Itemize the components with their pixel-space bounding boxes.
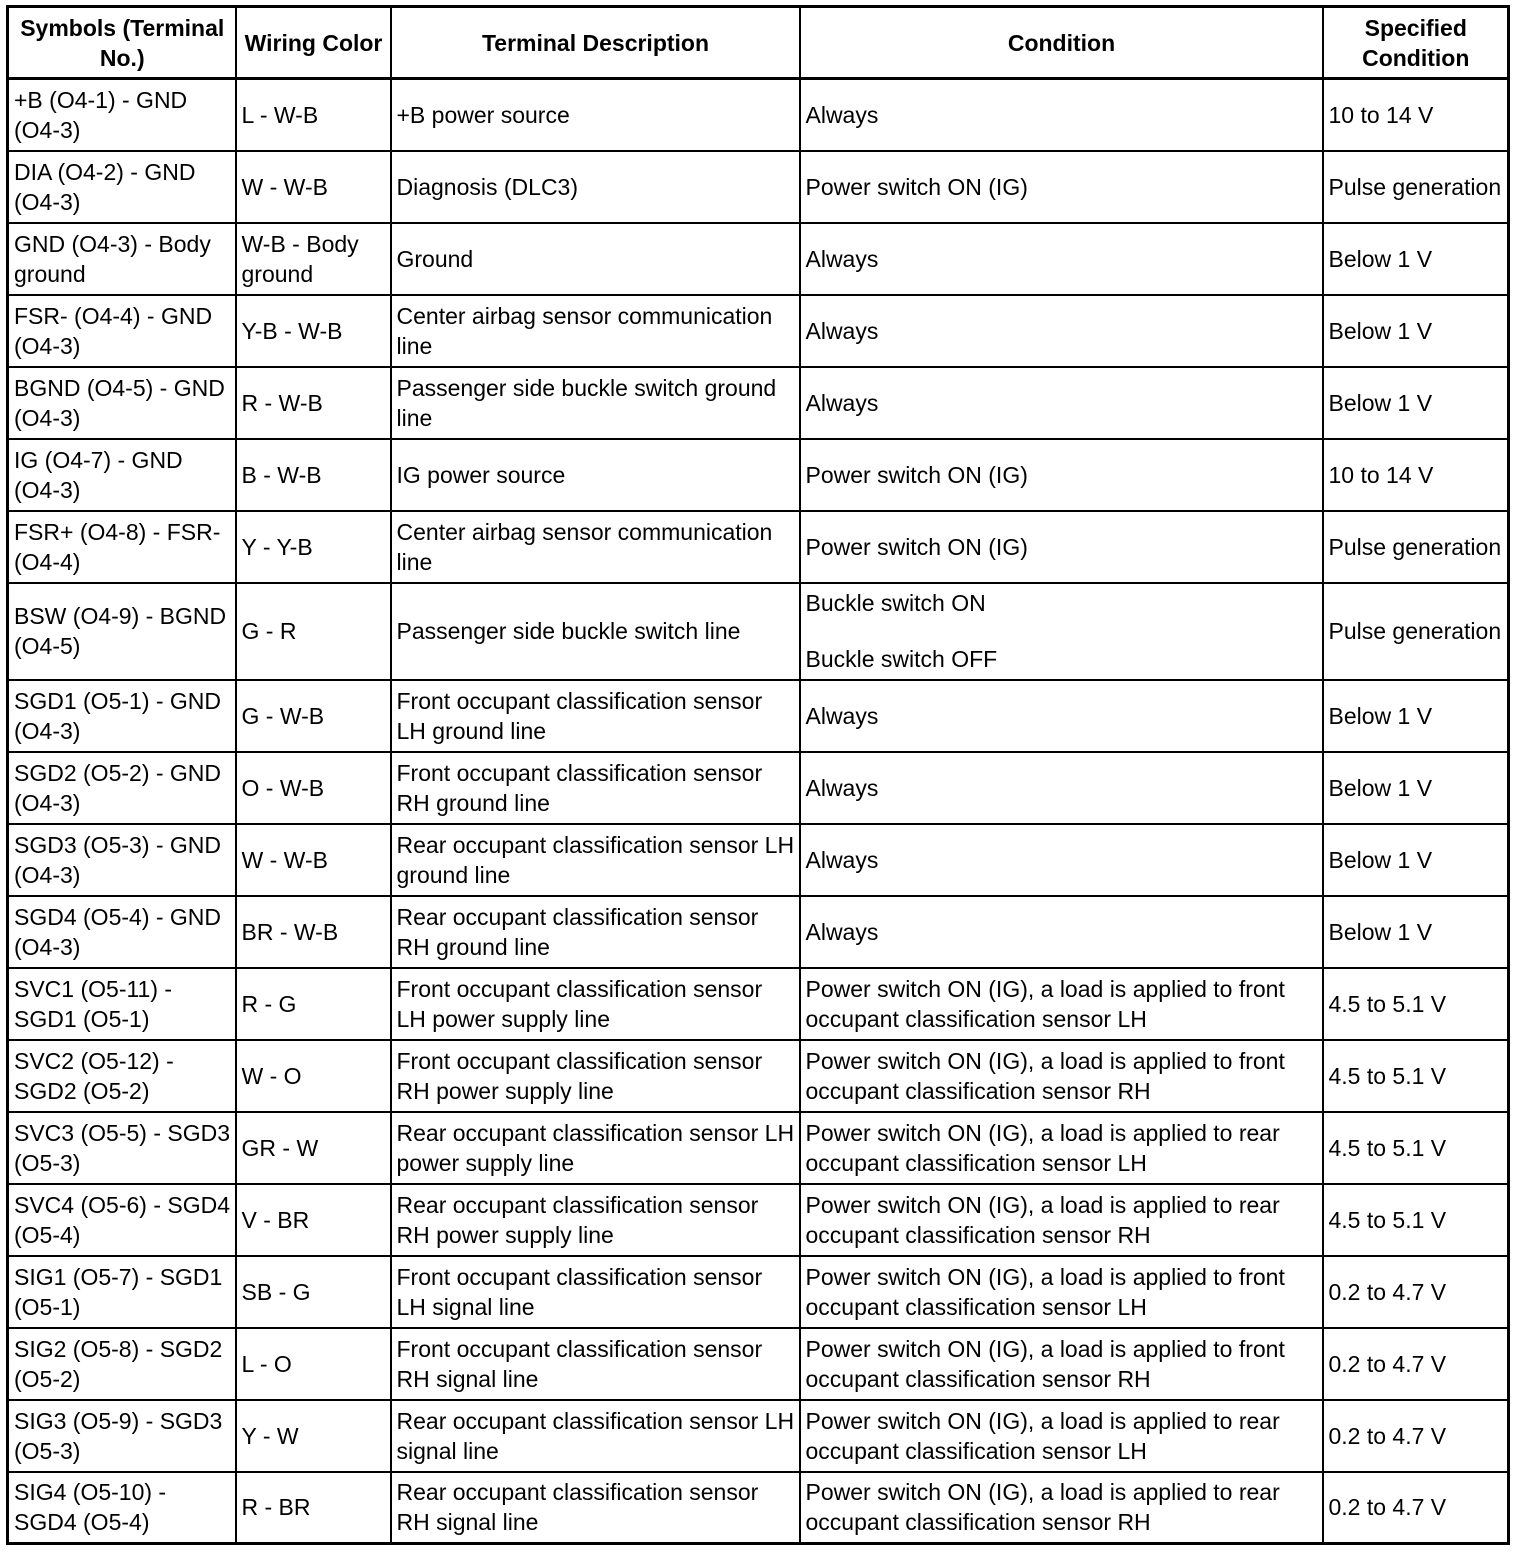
table-row: [8, 1112, 1509, 1184]
symbol-cell: SVC3 (O5-5) - SGD3 (O5-3): [8, 1112, 236, 1184]
condition-text: Always: [805, 389, 879, 416]
specified-condition-cell: 4.5 to 5.1 V: [1323, 968, 1509, 1040]
condition-text: Power switch ON (IG), a load is applied to front occupant classification sensor LH: [805, 975, 1285, 1032]
condition-cell: [800, 151, 1323, 223]
condition-cell: [800, 1040, 1323, 1112]
specified-condition-cell: 0.2 to 4.7 V: [1323, 1472, 1509, 1544]
wiring-color-cell: R - W-B: [236, 367, 391, 439]
wiring-color-cell: Y-B - W-B: [236, 295, 391, 367]
wiring-color-cell: W - W-B: [236, 824, 391, 896]
symbol-cell: SIG1 (O5-7) - SGD1 (O5-1): [8, 1256, 236, 1328]
terminal-description-cell: Ground: [391, 223, 800, 295]
specified-condition-cell: Below 1 V: [1323, 680, 1509, 752]
condition-text: Always: [805, 702, 879, 729]
condition-text: Always: [805, 245, 879, 272]
table-row: [8, 79, 1509, 151]
terminal-description-cell: +B power source: [391, 79, 800, 151]
table-row: [8, 1256, 1509, 1328]
condition-cell: [800, 680, 1323, 752]
wiring-color-cell: G - R: [236, 583, 391, 680]
specified-condition-cell: Pulse generation: [1323, 511, 1509, 583]
condition-text: Buckle switch OFF: [805, 646, 998, 672]
terminal-description-cell: Rear occupant classification sensor RH signal line: [391, 1472, 800, 1544]
terminal-description-cell: Front occupant classification sensor RH ground line: [391, 752, 800, 824]
condition-cell: [800, 968, 1323, 1040]
table-row: [8, 151, 1509, 223]
table-header: [8, 7, 1509, 79]
condition-cell: [800, 1400, 1323, 1472]
table-row: [8, 295, 1509, 367]
wiring-color-cell: GR - W: [236, 1112, 391, 1184]
specified-condition-cell: 10 to 14 V: [1323, 439, 1509, 511]
condition-cell: [800, 1256, 1323, 1328]
condition-cell: [800, 1112, 1323, 1184]
table-row: [8, 1184, 1509, 1256]
symbol-cell: SIG2 (O5-8) - SGD2 (O5-2): [8, 1328, 236, 1400]
condition-text: Power switch ON (IG), a load is applied to rear occupant classification sensor LH: [805, 1407, 1280, 1464]
symbol-cell: SVC4 (O5-6) - SGD4 (O5-4): [8, 1184, 236, 1256]
condition-text: Always: [805, 101, 879, 128]
terminal-description-cell: Front occupant classification sensor RH power supply line: [391, 1040, 800, 1112]
condition-cell: [800, 896, 1323, 968]
condition-cell: [800, 295, 1323, 367]
terminal-description-cell: Rear occupant classification sensor RH ground line: [391, 896, 800, 968]
condition-text: Power switch ON (IG): [805, 533, 1028, 560]
table-row: [8, 896, 1509, 968]
condition-cell: [800, 367, 1323, 439]
header-wiring-color: Wiring Color: [236, 7, 391, 79]
symbol-cell: GND (O4-3) - Body ground: [8, 223, 236, 295]
wiring-color-cell: L - O: [236, 1328, 391, 1400]
table-row: [8, 223, 1509, 295]
table-row: [8, 583, 1509, 680]
wiring-color-cell: R - G: [236, 968, 391, 1040]
wiring-color-cell: O - W-B: [236, 752, 391, 824]
table-row: [8, 824, 1509, 896]
condition-text: Power switch ON (IG), a load is applied to front occupant classification sensor LH: [805, 1263, 1285, 1320]
condition-text: Power switch ON (IG): [805, 461, 1028, 488]
table-row: [8, 752, 1509, 824]
table-row: [8, 968, 1509, 1040]
condition-cell: [800, 752, 1323, 824]
wiring-color-cell: B - W-B: [236, 439, 391, 511]
wiring-color-cell: R - BR: [236, 1472, 391, 1544]
table-body: [8, 79, 1509, 1544]
wiring-color-cell: W - O: [236, 1040, 391, 1112]
condition-text: Always: [805, 918, 879, 945]
symbol-cell: SVC1 (O5-11) - SGD1 (O5-1): [8, 968, 236, 1040]
terminal-description-cell: Rear occupant classification sensor LH ground line: [391, 824, 800, 896]
condition-cell: [800, 1472, 1323, 1544]
symbol-cell: +B (O4-1) - GND (O4-3): [8, 79, 236, 151]
table-row: [8, 511, 1509, 583]
specified-condition-cell: Below 1 V: [1323, 824, 1509, 896]
header-row: [8, 7, 1509, 79]
specified-condition-cell: Below 1 V: [1323, 367, 1509, 439]
condition-cell: [800, 1328, 1323, 1400]
condition-cell: [800, 511, 1323, 583]
wiring-color-cell: Y - W: [236, 1400, 391, 1472]
specified-condition-cell: 4.5 to 5.1 V: [1323, 1040, 1509, 1112]
condition-text: Power switch ON (IG), a load is applied to front occupant classification sensor RH: [805, 1047, 1285, 1104]
specified-condition-cell: Pulse generation: [1323, 151, 1509, 223]
condition-cell: [800, 1184, 1323, 1256]
specified-condition-cell: 0.2 to 4.7 V: [1323, 1328, 1509, 1400]
table-row: [8, 1472, 1509, 1544]
table-row: [8, 439, 1509, 511]
wiring-color-cell: W - W-B: [236, 151, 391, 223]
terminal-description-cell: Center airbag sensor communication line: [391, 511, 800, 583]
terminal-description-cell: Rear occupant classification sensor LH signal line: [391, 1400, 800, 1472]
wiring-color-cell: SB - G: [236, 1256, 391, 1328]
table-row: [8, 1400, 1509, 1472]
terminal-description-cell: Front occupant classification sensor LH signal line: [391, 1256, 800, 1328]
symbol-cell: FSR- (O4-4) - GND (O4-3): [8, 295, 236, 367]
condition-text: Buckle switch ON: [805, 590, 986, 616]
wiring-color-cell: Y - Y-B: [236, 511, 391, 583]
symbol-cell: SVC2 (O5-12) - SGD2 (O5-2): [8, 1040, 236, 1112]
table-row: [8, 1328, 1509, 1400]
symbol-cell: SGD2 (O5-2) - GND (O4-3): [8, 752, 236, 824]
terminal-description-cell: Front occupant classification sensor LH power supply line: [391, 968, 800, 1040]
terminal-description-cell: Passenger side buckle switch ground line: [391, 367, 800, 439]
specified-condition-cell: 4.5 to 5.1 V: [1323, 1112, 1509, 1184]
specified-condition-cell: 4.5 to 5.1 V: [1323, 1184, 1509, 1256]
terminal-description-cell: IG power source: [391, 439, 800, 511]
header-condition: Condition: [800, 7, 1323, 79]
symbol-cell: DIA (O4-2) - GND (O4-3): [8, 151, 236, 223]
terminal-description-cell: Rear occupant classification sensor RH power supply line: [391, 1184, 800, 1256]
specified-condition-cell: Below 1 V: [1323, 295, 1509, 367]
condition-cell: [800, 439, 1323, 511]
symbol-cell: BSW (O4-9) - BGND (O4-5): [8, 583, 236, 680]
specified-condition-cell: Below 1 V: [1323, 896, 1509, 968]
symbol-cell: SGD1 (O5-1) - GND (O4-3): [8, 680, 236, 752]
header-specified-condition: Specified Condition: [1323, 7, 1509, 79]
wiring-color-cell: V - BR: [236, 1184, 391, 1256]
symbol-cell: BGND (O4-5) - GND (O4-3): [8, 367, 236, 439]
condition-cell: [800, 824, 1323, 896]
table-row: [8, 367, 1509, 439]
specified-condition-cell: Below 1 V: [1323, 223, 1509, 295]
terminal-description-cell: Passenger side buckle switch line: [391, 583, 800, 680]
table-row: [8, 1040, 1509, 1112]
specified-condition-cell: Below 1 V: [1323, 752, 1509, 824]
header-symbols: Symbols (Terminal No.): [8, 7, 236, 79]
condition-text: Power switch ON (IG), a load is applied to front occupant classification sensor RH: [805, 1335, 1285, 1392]
table-row: [8, 680, 1509, 752]
symbol-cell: SGD4 (O5-4) - GND (O4-3): [8, 896, 236, 968]
header-terminal-description: Terminal Description: [391, 7, 800, 79]
symbol-cell: SIG4 (O5-10) - SGD4 (O5-4): [8, 1472, 236, 1544]
specified-condition-cell: Pulse generation: [1323, 583, 1509, 680]
condition-cell: [800, 223, 1323, 295]
condition-text: Power switch ON (IG), a load is applied to rear occupant classification sensor RH: [805, 1191, 1280, 1248]
terminal-description-cell: Center airbag sensor communication line: [391, 295, 800, 367]
terminal-description-cell: Rear occupant classification sensor LH power supply line: [391, 1112, 800, 1184]
wiring-color-cell: L - W-B: [236, 79, 391, 151]
condition-text: Power switch ON (IG), a load is applied to rear occupant classification sensor RH: [805, 1479, 1280, 1536]
symbol-cell: SGD3 (O5-3) - GND (O4-3): [8, 824, 236, 896]
wiring-color-cell: G - W-B: [236, 680, 391, 752]
terminal-spec-table: [6, 5, 1510, 1545]
condition-text: Power switch ON (IG): [805, 173, 1028, 200]
condition-text: Power switch ON (IG), a load is applied to rear occupant classification sensor LH: [805, 1119, 1280, 1176]
condition-cell: [800, 583, 1323, 680]
condition-text: Always: [805, 317, 879, 344]
symbol-cell: IG (O4-7) - GND (O4-3): [8, 439, 236, 511]
condition-cell: [800, 79, 1323, 151]
condition-text: Always: [805, 846, 879, 873]
terminal-description-cell: Front occupant classification sensor LH ground line: [391, 680, 800, 752]
symbol-cell: FSR+ (O4-8) - FSR- (O4-4): [8, 511, 236, 583]
wiring-color-cell: W-B - Body ground: [236, 223, 391, 295]
terminal-description-cell: Front occupant classification sensor RH signal line: [391, 1328, 800, 1400]
condition-text: Always: [805, 774, 879, 801]
specified-condition-cell: 0.2 to 4.7 V: [1323, 1256, 1509, 1328]
wiring-color-cell: BR - W-B: [236, 896, 391, 968]
symbol-cell: SIG3 (O5-9) - SGD3 (O5-3): [8, 1400, 236, 1472]
specified-condition-cell: 0.2 to 4.7 V: [1323, 1400, 1509, 1472]
terminal-description-cell: Diagnosis (DLC3): [391, 151, 800, 223]
specified-condition-cell: 10 to 14 V: [1323, 79, 1509, 151]
